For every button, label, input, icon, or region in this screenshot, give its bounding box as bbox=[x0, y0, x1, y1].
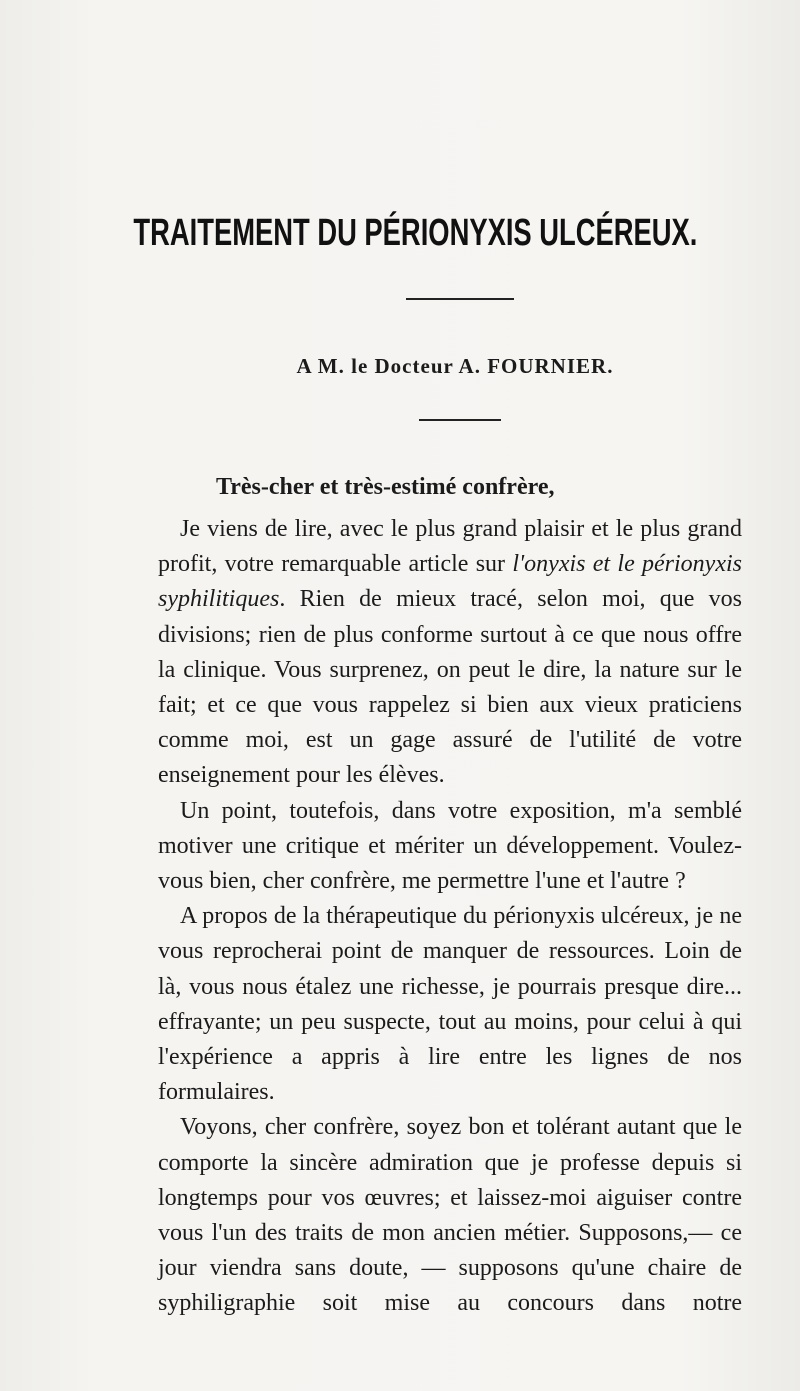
dedication-divider bbox=[419, 419, 501, 421]
paragraph-text: A propos de la thérapeutique du périonyxis ulcéreux, je ne vous reprocherai point de manquer de ressources. Loin de là, vous nous étalez une richesse, je pourrais presque dire... effrayante; un peu suspecte, tout au moins, pour celui à qui l'expérience a appris à lire entre les lignes de nos formulaires. bbox=[158, 903, 742, 1106]
letter-body bbox=[158, 512, 742, 1322]
paragraph bbox=[158, 512, 742, 794]
article-title: TRAITEMENT DU PÉRIONYXIS ULCÉREUX. bbox=[133, 212, 698, 254]
letter-greeting: Très-cher et très-estimé confrère, bbox=[216, 474, 555, 500]
paragraph-text: Un point, toutefois, dans votre exposition, m'a semblé motiver une critique et mériter un développement. Voulez-vous bien, cher confrère, me permettre l'une et l'autre ? bbox=[158, 797, 742, 895]
paragraph-italic-text: l'onyxis et le périonyxis syphilitiques bbox=[158, 551, 742, 613]
title-divider bbox=[406, 298, 514, 300]
paragraph bbox=[158, 899, 742, 1110]
paragraph bbox=[158, 794, 742, 900]
paragraph-text: . Rien de mieux tracé, selon moi, que vos divisions; rien de plus conforme surtout à ce que nous offre la clinique. Vous surprenez, on peut le dire, la nature sur le fait; et ce que vous rappelez si bien aux vieux praticiens comme moi, est un gage assuré de l'utilité de votre enseignement pour les élèves. bbox=[158, 586, 742, 789]
paragraph-text: Je viens de lire, avec le plus grand plaisir et le plus grand profit, votre remarquable article sur bbox=[158, 516, 742, 578]
dedication-line: A M. le Docteur A. FOURNIER. bbox=[296, 354, 614, 378]
paragraph-text: Voyons, cher confrère, soyez bon et tolérant autant que le comporte la sincère admiration que je professe depuis si longtemps pour vos œuvres; et laissez-moi aiguiser contre vous l'un des traits de mon ancien métier. Supposons,— ce jour viendra sans doute, — supposons qu'une chaire de syphiligraphie soit mise au concours dans notre bbox=[158, 1114, 742, 1317]
paragraph bbox=[158, 1110, 742, 1321]
